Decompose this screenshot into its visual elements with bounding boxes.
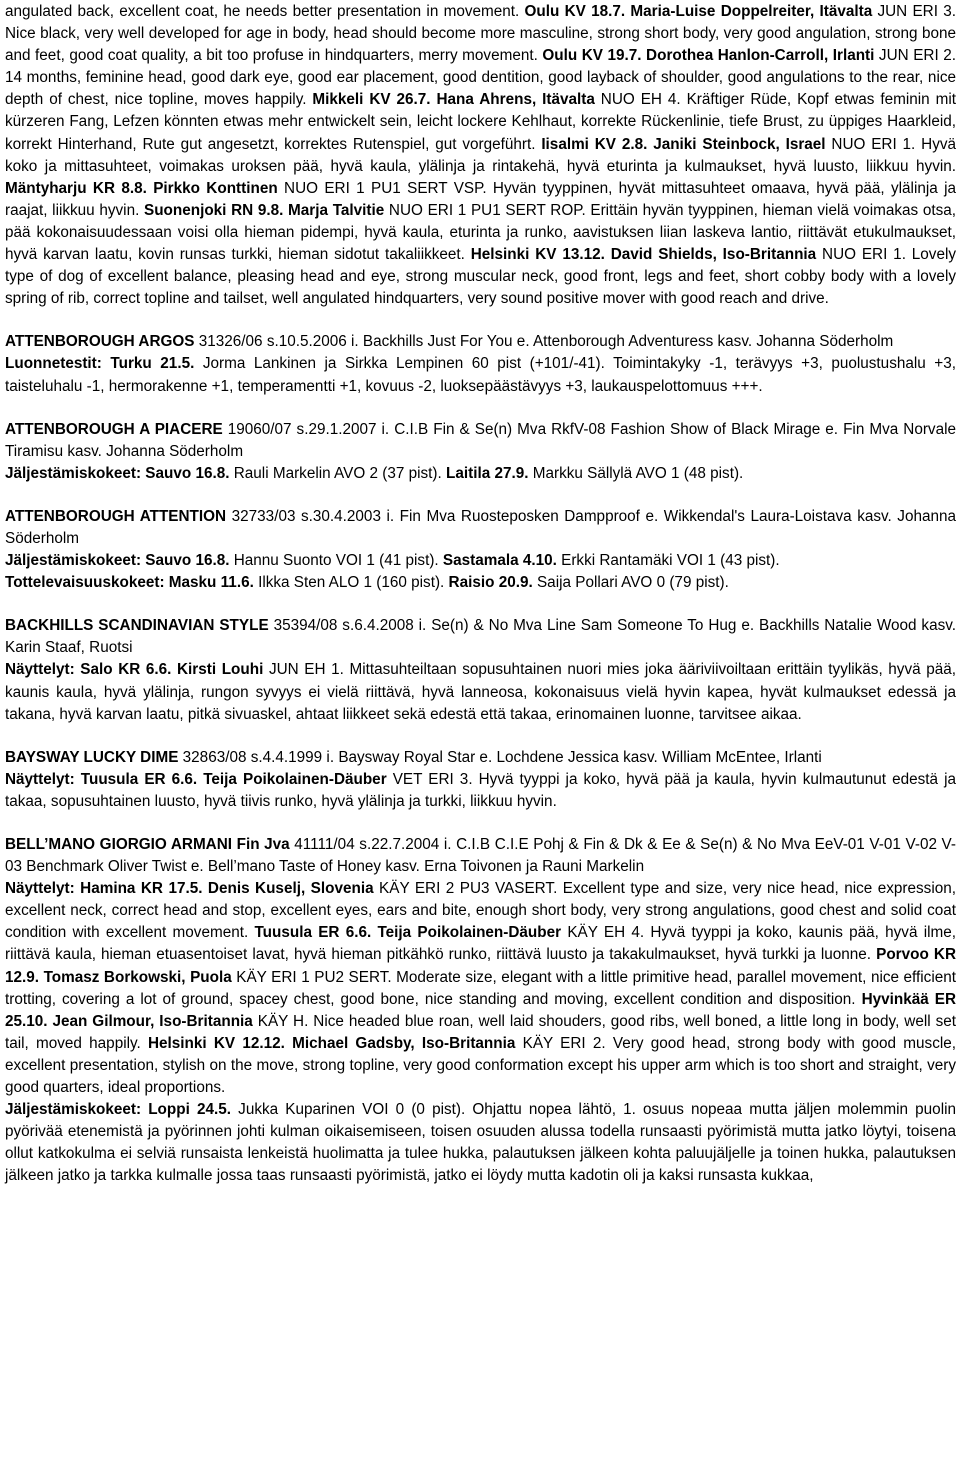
- body-text: KÄY EH 4. Hyvä tyyppi ja koko, kaunis pää, hyvä ilme, riittävä kaula, hieman etuasentoiset lavat, hyvä hieman pitkähkö runko, riittävä luusto ja takakulmaukset, hyvä turkki ja luonne.: [5, 924, 956, 964]
- body-text: NUO ERI 1 PU1 SERT VSP. Hyvän tyyppinen, hyvät mittasuhteet omaava, hyvä pää, ylälinja ja raajat, liikkuu hyvin.: [5, 179, 956, 219]
- text-block: [5, 550, 956, 572]
- body-text: NUO EH 4. Kräftiger Rüde, Kopf etwas feminin mit kürzeren Fang, Lefzen könnten etwas mehr entwickelt sein, leicht lockere Kehlhaut, korrekte Rückenlinie, tiefe Brust, zu üppiges Haarkleid, korrekt Hinterhand, Rute gut angesetzt, korrektes Rutenspiel, gut vorgeführt.: [5, 91, 956, 153]
- bold-text: BACKHILLS SCANDINAVIAN STYLE: [5, 617, 269, 635]
- bold-text: Laitila 27.9.: [446, 464, 529, 482]
- body-text: VET ERI 3. Hyvä tyyppi ja koko, hyvä pää ja kaula, hyvin kulmautunut edestä ja takaa, sopusuhtainen luusto, hyvä tiivis runko, hyvä ylälinja ja turkki, liikkuu hyvin.: [5, 770, 957, 810]
- text-block: [5, 506, 956, 550]
- body-text: Jorma Lankinen ja Sirkka Lempinen 60 pist (+101/-41). Toimintakyky -1, terävyys +3, puolustushalu +3, taisteluhalu -1, hermorakenne +1, temperamentti +1, kovuus -2, luoksepäästävyys +3, laukauspelottomuus +++.: [5, 355, 956, 395]
- body-text: NUO ERI 1 PU1 SERT ROP. Erittäin hyvän tyyppinen, hieman vielä voimakas otsa, pää kokonaisuudessaan voisi olla hieman pidempi, hyvä kaula, eturinta ja runko, aavistuksen liian laskeva lantio, riittävät etukulmaukset, hyvä karvan laatu, kovin runsas turkki, hieman sidotut takaliikkeet.: [5, 201, 956, 264]
- bold-text: Jäljestämiskokeet: Loppi 24.5.: [5, 1101, 232, 1119]
- body-text: Erkki Rantamäki VOI 1 (43 pist).: [556, 552, 780, 570]
- bold-text: Sastamala 4.10.: [442, 552, 557, 570]
- body-text: JUN EH 1. Mittasuhteiltaan sopusuhtainen nuori mies joka ääriviivoiltaan erittäin tyylikäs, hyvä pää, kaunis kaula, hyvä ylälinja, rungon syvyys ei vielä riittävä, hyvä lanneosa, kokonaisuus vielä hyvin kapea, hyvät kulmaukset edessä ja takana, hyvä karvan laatu, pitkä sivuaskel, ahtaat liikkeet sekä edestä että takaa, erinomainen luonne, tarvitsee aikaa.: [5, 661, 956, 723]
- bold-text: Näyttelyt: Hamina KR 17.5. Denis Kuselj, Slovenia: [5, 880, 374, 898]
- text-block: [5, 331, 956, 353]
- text-block: [5, 572, 956, 594]
- text-block: [5, 463, 956, 485]
- body-text: 35394/08 s.6.4.2008 i. Se(n) & No Mva Line Sam Someone To Hug e. Backhills Natalie Wood kasv. Karin Staaf, Ruotsi: [5, 617, 956, 657]
- bold-text: Hyvinkää ER 25.10. Jean Gilmour, Iso-Britannia: [5, 990, 957, 1030]
- body-text: KÄY ERI 2 PU3 VASERT. Excellent type and size, very nice head, nice expression, excellent neck, correct head and stop, excellent eyes, ears and bite, enough short body, very strong angulations, good chest and solid coat condition with excellent movement.: [5, 880, 956, 942]
- text-block: [5, 419, 956, 463]
- bold-text: Porvoo KR 12.9. Tomasz Borkowski, Puola: [5, 946, 956, 986]
- bold-text: ATTENBOROUGH ARGOS: [5, 333, 195, 351]
- bold-text: Oulu KV 19.7. Dorothea Hanlon-Carroll, Irlanti: [542, 47, 875, 65]
- text-block: [5, 1, 956, 310]
- text-block: [5, 659, 956, 725]
- bold-text: BAYSWAY LUCKY DIME: [5, 748, 179, 766]
- body-text: JUN ERI 3. Nice black, very well developed for age in body, head should become more masculine, strong short body, very good angulation, strong bone and feet, good coat quality, a bit too profuse in hindquarters, merry movement.: [5, 3, 956, 65]
- text-block: [5, 353, 956, 397]
- text-block: [5, 615, 956, 659]
- bold-text: Mikkeli KV 26.7. Hana Ahrens, Itävalta: [312, 91, 595, 109]
- bold-text: Oulu KV 18.7. Maria-Luise Doppelreiter, Itävalta: [524, 3, 873, 20]
- bold-text: Helsinki KV 13.12. David Shields, Iso-Britannia: [470, 246, 817, 264]
- bold-text: Mäntyharju KR 8.8. Pirkko Konttinen: [5, 179, 278, 197]
- body-text: NUO ERI 1. Lovely type of dog of excellent balance, pleasing head and eye, strong muscular neck, good front, legs and feet, short cobby body with a lovely spring of rib, correct topline and tailset, well angulated hindquarters, very sound positive mover with good reach and drive.: [5, 246, 956, 308]
- body-text: JUN ERI 2. 14 months, feminine head, good dark eye, good ear placement, good dentition, good layback of shoulder, good angulations to the rear, nice depth of chest, nice topline, moves happily.: [5, 47, 956, 109]
- body-text: Rauli Markelin AVO 2 (37 pist).: [229, 464, 446, 482]
- body-text: Hannu Suonto VOI 1 (41 pist).: [229, 552, 443, 570]
- text-block: [5, 878, 956, 1099]
- body-text: 19060/07 s.29.1.2007 i. C.I.B Fin & Se(n) Mva RkfV-08 Fashion Show of Black Mirage e. Fin Mva Norvale Tiramisu kasv. Johanna Söderholm: [5, 420, 956, 460]
- bold-text: Suonenjoki RN 9.8. Marja Talvitie: [144, 201, 385, 219]
- bold-text: Tuusula ER 6.6. Teija Poikolainen-Däuber: [254, 924, 562, 942]
- bold-text: BELL’MANO GIORGIO ARMANI Fin Jva: [5, 836, 290, 853]
- text-block: [5, 1099, 956, 1187]
- body-text: 32733/03 s.30.4.2003 i. Fin Mva Ruosteposken Dampproof e. Wikkendal's Laura-Loistava kasv. Johanna Söderholm: [5, 507, 956, 547]
- bold-text: Tottelevaisuuskokeet: Masku 11.6.: [5, 574, 254, 592]
- body-text: 41111/04 s.22.7.2004 i. C.I.B C.I.E Pohj & Fin & Dk & Ee & Se(n) & No Mva EeV-01 V-01 V-02 V-03 Benchmark Oliver Twist e. Bell’mano Taste of Honey kasv. Erna Toivonen ja Rauni Markelin: [5, 836, 957, 876]
- bold-text: Raisio 20.9.: [448, 574, 533, 592]
- text-block: [5, 769, 956, 813]
- body-text: Saija Pollari AVO 0 (79 pist).: [532, 574, 729, 592]
- bold-text: Näyttelyt: Salo KR 6.6. Kirsti Louhi: [5, 661, 264, 679]
- body-text: Ilkka Sten ALO 1 (160 pist).: [253, 574, 449, 592]
- body-text: NUO ERI 1. Hyvä koko ja mittasuhteet, voimakas uroksen pää, hyvä kaula, ylälinja ja rintakehä, hyvä eturinta ja kulmaukset, hyvä luusto, liikkuu hyvin.: [5, 135, 956, 175]
- body-text: Markku Sällylä AVO 1 (48 pist).: [528, 464, 744, 482]
- text-block: [5, 747, 956, 769]
- body-text: KÄY ERI 1 PU2 SERT. Moderate size, elegant with a little primitive head, parallel movement, nice efficient trotting, covering a lot of ground, spacey chest, good bone, nice standing and moving, excellent condition and disposition.: [5, 968, 956, 1008]
- text-block: [5, 834, 956, 878]
- bold-text: ATTENBOROUGH ATTENTION: [5, 507, 227, 525]
- bold-text: Näyttelyt: Tuusula ER 6.6. Teija Poikolainen-Däuber: [5, 770, 387, 788]
- bold-text: Jäljestämiskokeet: Sauvo 16.8.: [5, 464, 230, 482]
- bold-text: Jäljestämiskokeet: Sauvo 16.8.: [5, 552, 230, 570]
- bold-text: ATTENBOROUGH A PIACERE: [5, 420, 223, 438]
- body-text: 31326/06 s.10.5.2006 i. Backhills Just For You e. Attenborough Adventuress kasv. Johanna Söderholm: [194, 333, 894, 351]
- bold-text: Luonnetestit: Turku 21.5.: [5, 355, 195, 373]
- body-text: angulated back, excellent coat, he needs better presentation in movement.: [5, 3, 525, 20]
- body-text: KÄY H. Nice headed blue roan, well laid shouders, good ribs, well boned, a little long in body, well set tail, moved happily.: [5, 1012, 956, 1052]
- bold-text: Iisalmi KV 2.8. Janiki Steinbock, Israel: [541, 135, 826, 153]
- bold-text: Helsinki KV 12.12. Michael Gadsby, Iso-Britannia: [147, 1034, 516, 1052]
- body-text: KÄY ERI 2. Very good head, strong body with good muscle, excellent presentation, stylish on the move, strong topline, very good conformation except his upper arm which is too short and straight, very good quarters, ideal proportions.: [5, 1034, 956, 1097]
- body-text: Jukka Kuparinen VOI 0 (0 pist). Ohjattu nopea lähtö, 1. osuus nopeaa mutta jäljen molemmin puolin pyörivää etenemistä ja pyörinnen johti kulman oikaisemiseen, toisen osuuden alussa todella runsaasti pyörimistä mutta jatko löytyi, toisena ollut katkokulma ei selviä runsaista lenkeistä huolimatta ja tulee hukka, palautuksen jälkeen kohta paluujäljelle ja toinen hukka, palautuksen jälkeen jatko ja tarkka kulmalle jossa taas runsaasti pyörimistä, jatko ei löydy mutta kadotin oli ja kaksi runsasta kukkaa,: [5, 1101, 956, 1185]
- body-text: 32863/08 s.4.4.1999 i. Baysway Royal Star e. Lochdene Jessica kasv. William McEntee, Irlanti: [178, 748, 822, 766]
